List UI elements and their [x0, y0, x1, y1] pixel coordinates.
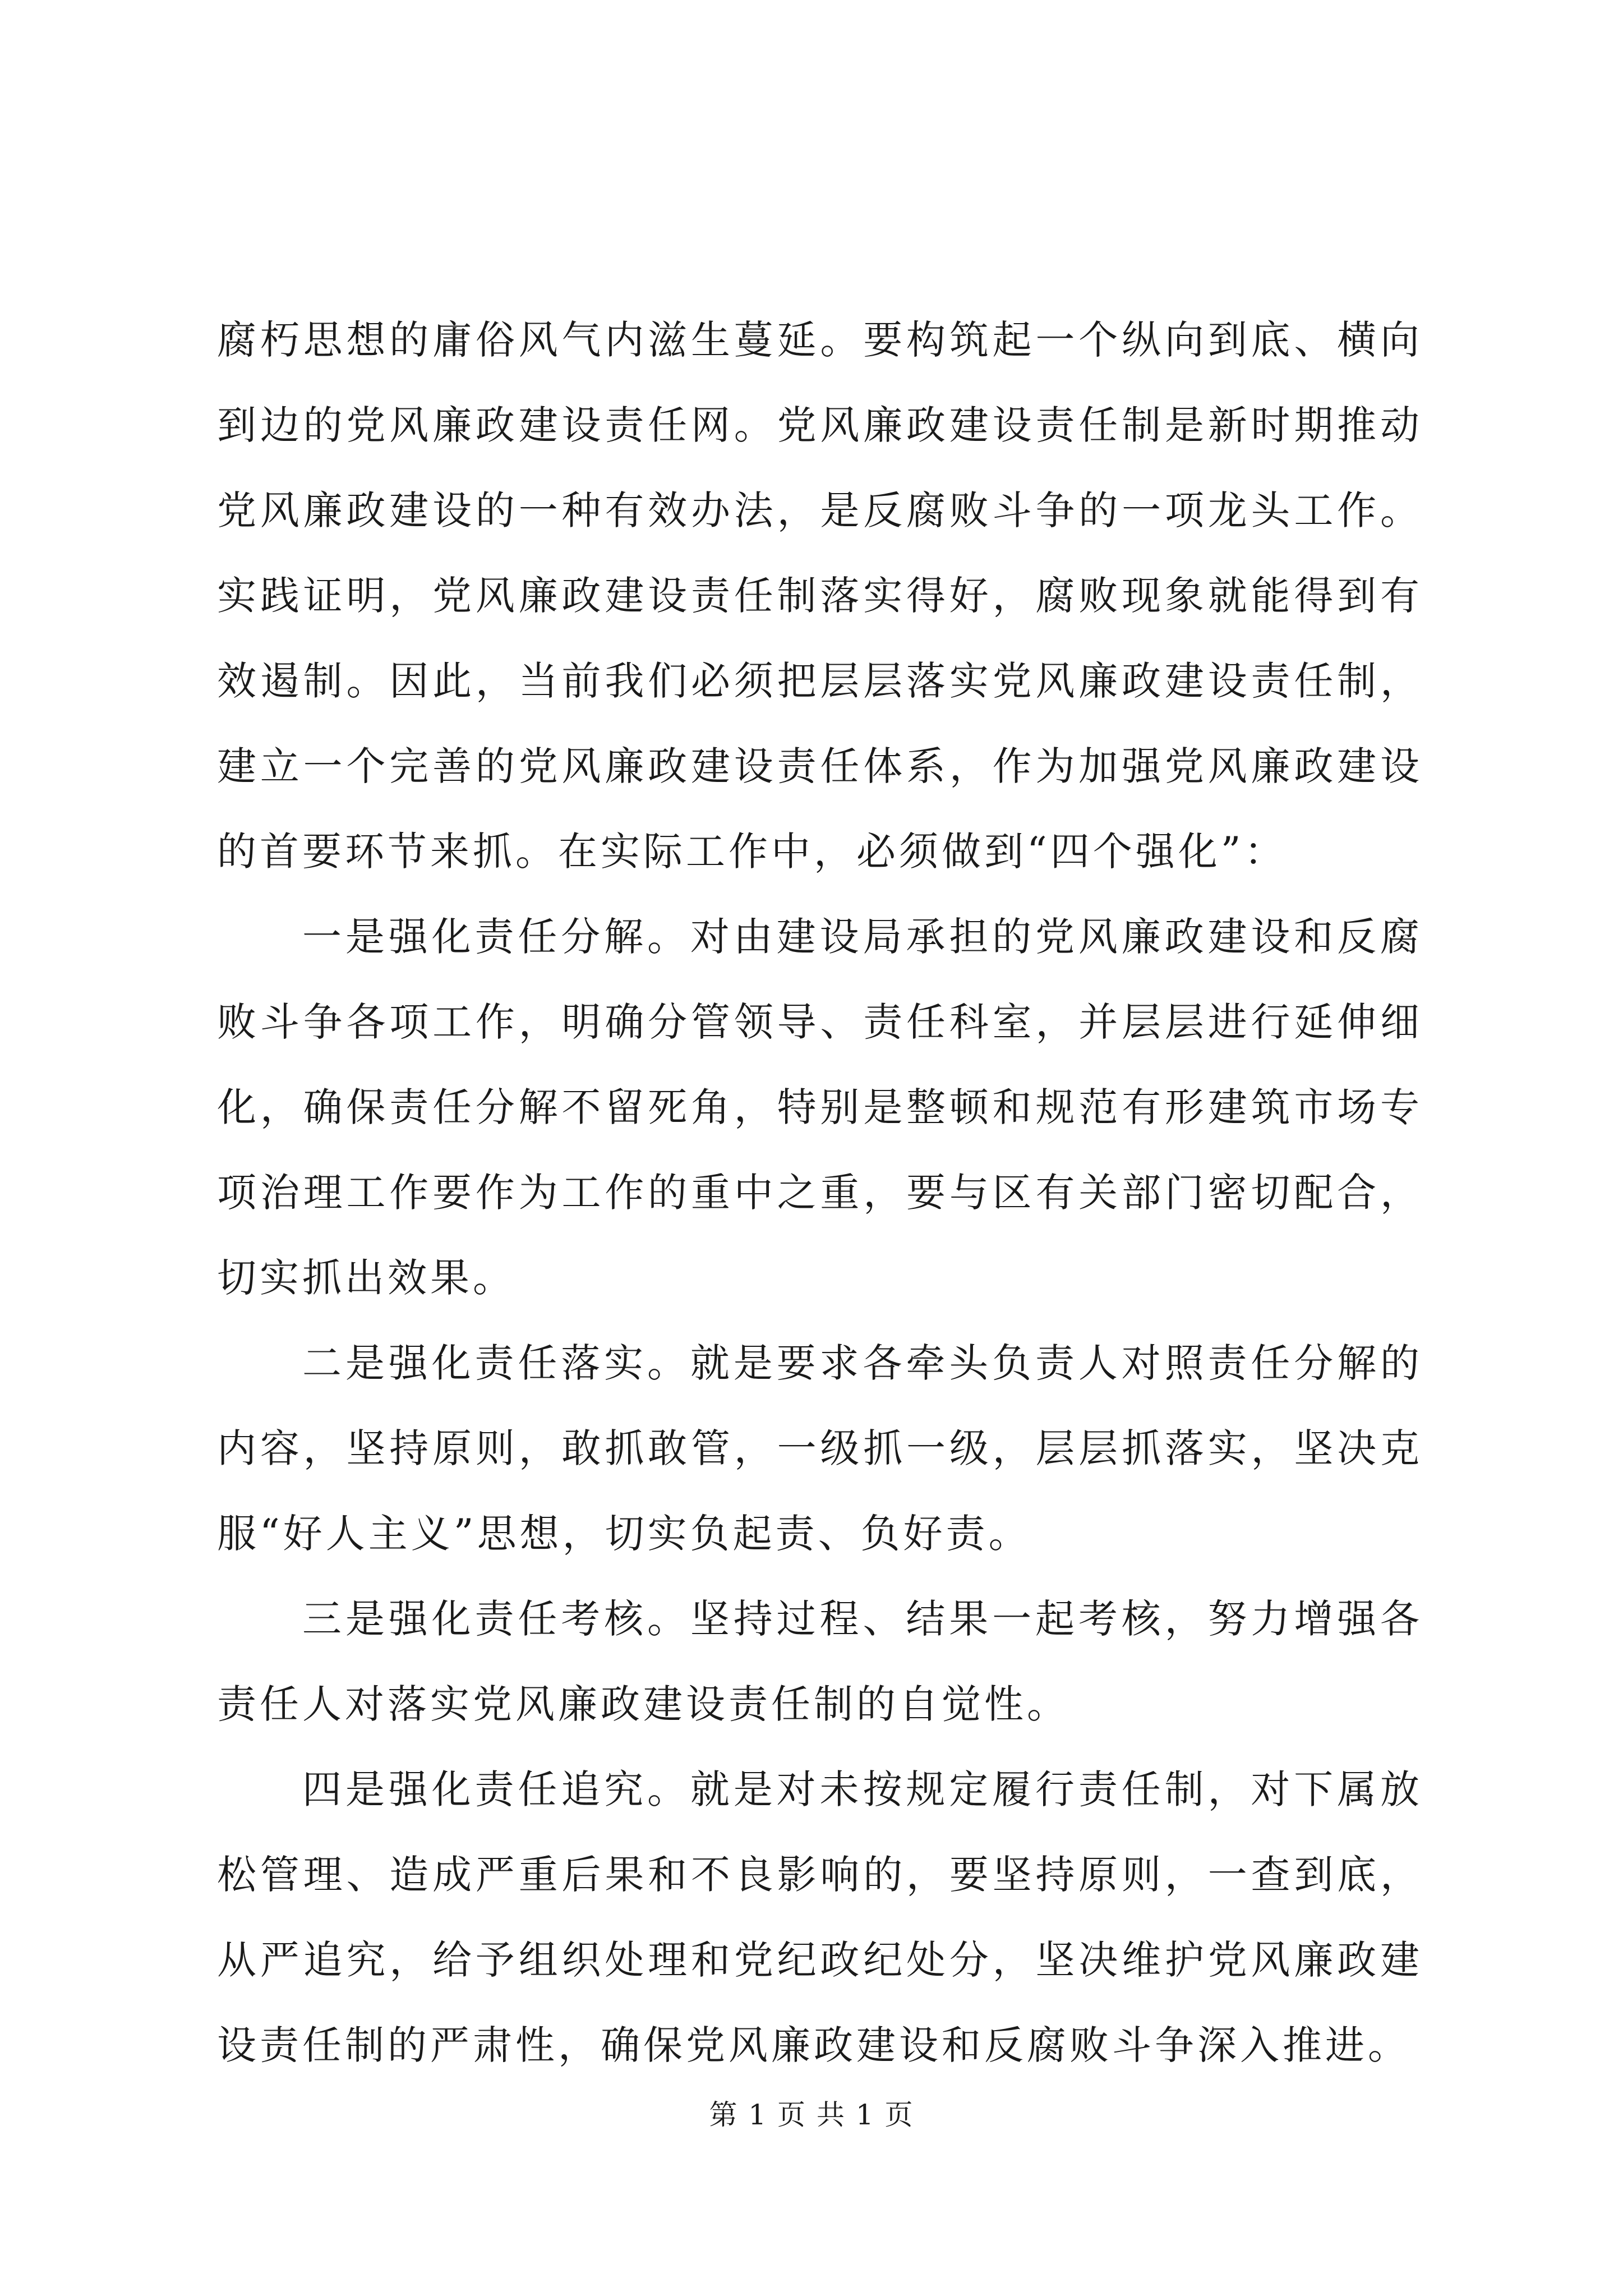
document-body [217, 297, 1423, 2088]
page-number-label: 第 1 页 共 1 页 [709, 2099, 914, 2131]
page-footer [0, 2098, 1623, 2132]
paragraph-intro: 腐朽思想的庸俗风气内滋生蔓延。要构筑起一个纵向到底、横向到边的党风廉政建设责任网。党风廉政建设责任制是新时期推动党风廉政建设的一种有效办法，是反腐败斗争的一项龙头工作。实践证明，党风廉政建设责任制落实得好，腐败现象就能得到有效遏制。因此，当前我们必须把层层落实党风廉政建设责任制，建立一个完善的党风廉政建设责任体系，作为加强党风廉政建设的首要环节来抓。在实际工作中，必须做到“四个强化”： [217, 317, 1423, 875]
paragraph-point-three: 三是强化责任考核。坚持过程、结果一起考核，努力增强各责任人对落实党风廉政建设责任制的自觉性。 [217, 1596, 1423, 1727]
paragraph-point-one: 一是强化责任分解。对由建设局承担的党风廉政建设和反腐败斗争各项工作，明确分管领导、责任科室，并层层进行延伸细化，确保责任分解不留死角，特别是整顿和规范有形建筑市场专项治理工作要作为工作的重中之重，要与区有关部门密切配合，切实抓出效果。 [217, 914, 1423, 1301]
paragraph-point-two: 二是强化责任落实。就是要求各牵头负责人对照责任分解的内容，坚持原则，敢抓敢管，一级抓一级，层层抓落实，坚决克服“好人主义”思想，切实负起责、负好责。 [217, 1340, 1423, 1557]
paragraph-point-four: 四是强化责任追究。就是对未按规定履行责任制，对下属放松管理、造成严重后果和不良影响的，要坚持原则，一查到底，从严追究，给予组织处理和党纪政纪处分，坚决维护党风廉政建设责任制的严肃性，确保党风廉政建设和反腐败斗争深入推进。 [217, 1766, 1423, 2068]
